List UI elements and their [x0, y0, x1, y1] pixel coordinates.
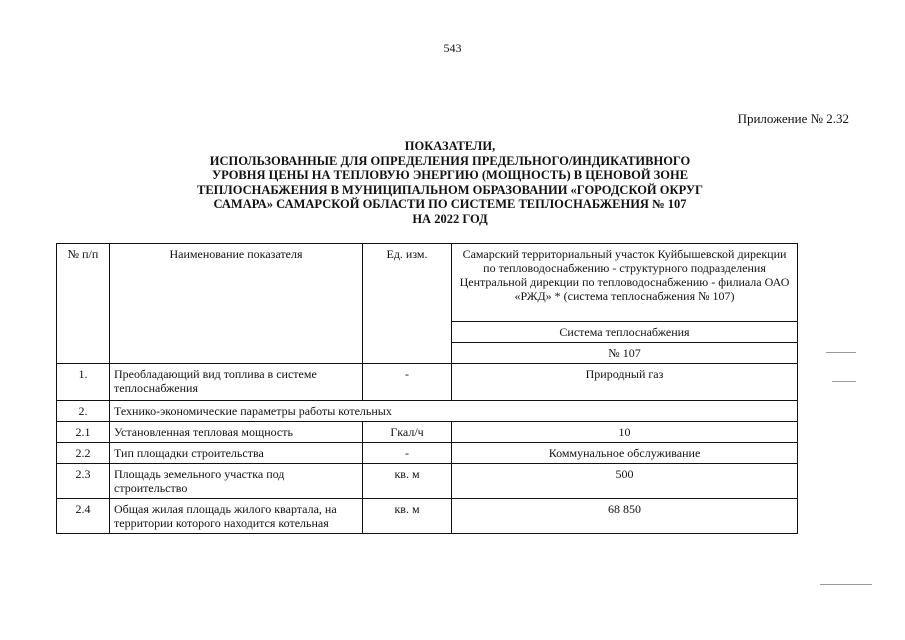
table-row [57, 401, 798, 422]
row-value: Коммунальное обслуживание [452, 443, 798, 464]
row-num: 2. [57, 401, 110, 422]
header-unit: Ед. изм. [363, 244, 452, 364]
header-system-number: № 107 [452, 343, 798, 364]
title-line: НА 2022 ГОД [412, 211, 488, 226]
header-num: № п/п [57, 244, 110, 364]
title-line: ПОКАЗАТЕЛИ, [404, 139, 496, 153]
page-number: 543 [443, 41, 462, 55]
appendix-label: Приложение № 2.32 [737, 111, 849, 126]
table-row [57, 464, 798, 499]
table-row [57, 443, 798, 464]
row-unit: кв. м [363, 499, 452, 534]
header-system-label: Система теплоснабжения [452, 322, 798, 343]
row-unit: кв. м [363, 464, 452, 499]
table-row [57, 422, 798, 443]
scan-artifact [826, 352, 856, 353]
row-name: Установленная тепловая мощность [110, 422, 363, 443]
row-value: 500 [452, 464, 798, 499]
row-value: 10 [452, 422, 798, 443]
indicators-table [56, 243, 798, 534]
row-unit: Гкал/ч [363, 422, 452, 443]
table-row [57, 499, 798, 534]
title-line: САМАРА» САМАРСКОЙ ОБЛАСТИ ПО СИСТЕМЕ ТЕПЛОСНАБЖЕНИЯ № 107 [213, 197, 687, 212]
row-num: 2.3 [57, 464, 110, 499]
row-num: 1. [57, 364, 110, 401]
row-unit: - [363, 364, 452, 401]
title-line: УРОВНЯ ЦЕНЫ НА ТЕПЛОВУЮ ЭНЕРГИЮ (МОЩНОСТЬ) В ЦЕНОВОЙ ЗОНЕ [211, 168, 689, 183]
row-name: Преобладающий вид топлива в системе теплоснабжения [110, 364, 363, 401]
table-row [57, 364, 798, 401]
scan-artifact [832, 381, 856, 382]
document-title [150, 139, 750, 227]
row-value: 68 850 [452, 499, 798, 534]
title-line: ТЕПЛОСНАБЖЕНИЯ В МУНИЦИПАЛЬНОМ ОБРАЗОВАНИИ «ГОРОДСКОЙ ОКРУГ [196, 182, 704, 197]
row-name: Тип площадки строительства [110, 443, 363, 464]
row-unit: - [363, 443, 452, 464]
row-name: Площадь земельного участка под строительство [110, 464, 363, 499]
row-value: Природный газ [452, 364, 798, 401]
row-section-name: Технико-экономические параметры работы котельных [110, 401, 798, 422]
header-name: Наименование показателя [110, 244, 363, 364]
row-num: 2.4 [57, 499, 110, 534]
row-name: Общая жилая площадь жилого квартала, на территории которого находится котельная [110, 499, 363, 534]
row-num: 2.2 [57, 443, 110, 464]
header-organization: Самарский территориальный участок Куйбышевской дирекции по тепловодоснабжению - структурного подразделения Центральной дирекции по тепловодоснабжению - филиала ОАО «РЖД» * (система теплоснабжения № 107) [452, 244, 798, 322]
row-num: 2.1 [57, 422, 110, 443]
title-line: ИСПОЛЬЗОВАННЫЕ ДЛЯ ОПРЕДЕЛЕНИЯ ПРЕДЕЛЬНОГО/ИНДИКАТИВНОГО [209, 153, 691, 168]
table-header-row [57, 244, 798, 322]
scan-artifact [820, 584, 872, 585]
